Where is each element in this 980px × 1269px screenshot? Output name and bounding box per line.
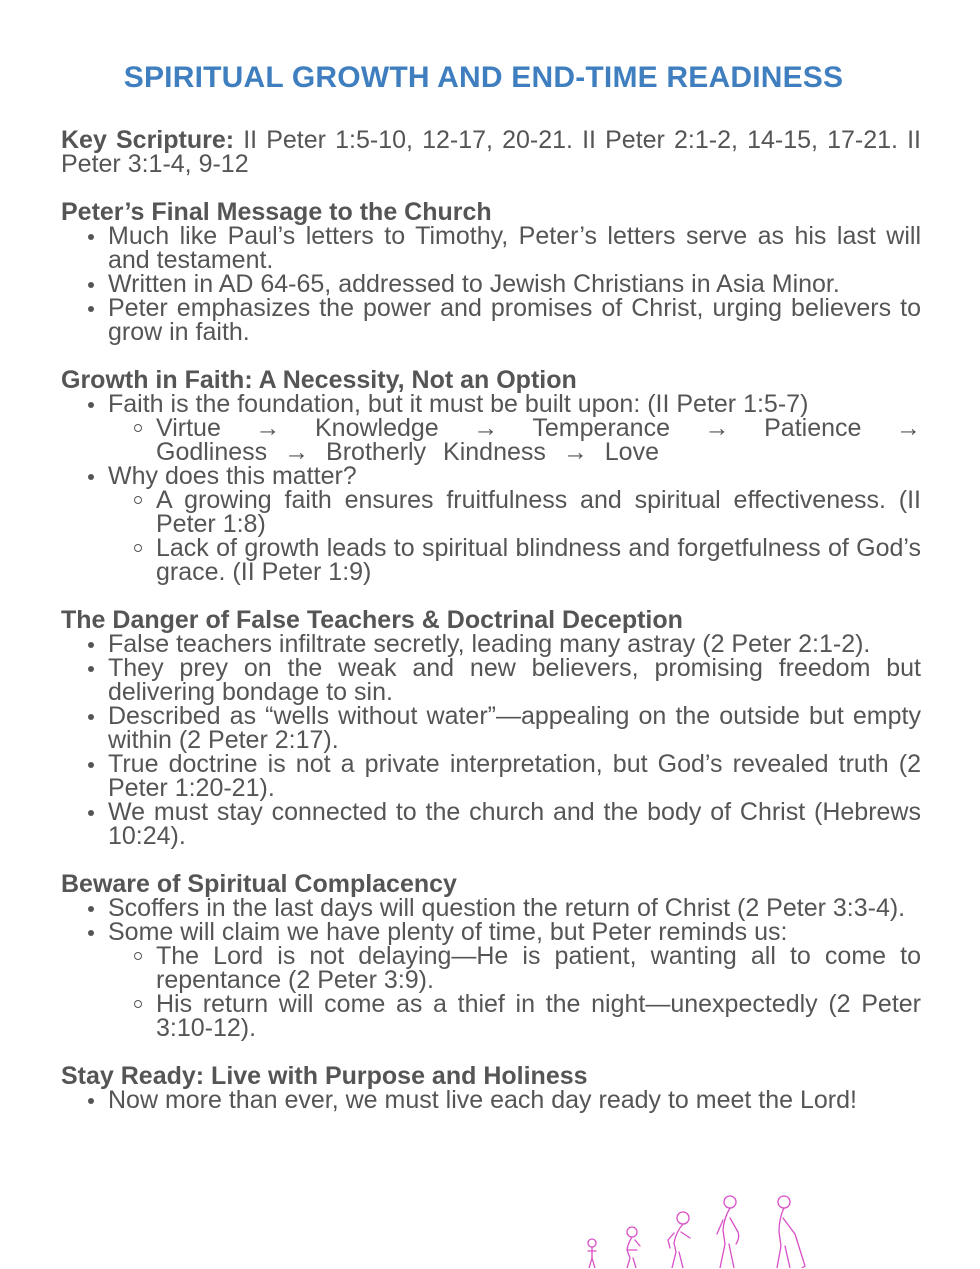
bullet-list: [61, 1088, 921, 1112]
list-item: [61, 920, 921, 1040]
list-item-text: Written in AD 64-65, addressed to Jewish Christians in Asia Minor.: [108, 270, 840, 298]
sub-list-item-text: Lack of growth leads to spiritual blindness and forgetfulness of God’s grace. (II Peter 1:9): [156, 534, 921, 586]
list-item: [61, 752, 921, 800]
list-item-text: Peter emphasizes the power and promises of Christ, urging believers to grow in faith.: [108, 294, 921, 346]
list-item: [61, 656, 921, 704]
sub-list-item: [61, 992, 921, 1040]
section-heading: Growth in Faith: A Necessity, Not an Option: [61, 366, 577, 394]
sub-list-item: [61, 536, 921, 584]
list-item-text: Some will claim we have plenty of time, but Peter reminds us:: [108, 918, 788, 946]
key-scripture: [61, 128, 921, 176]
ages-of-life-figures-icon: [580, 1188, 820, 1268]
bullet-list: [61, 224, 921, 344]
list-item-text: False teachers infiltrate secretly, leading many astray (2 Peter 2:1-2).: [108, 630, 871, 658]
sub-list-item: [61, 416, 921, 464]
list-item-text: Why does this matter?: [108, 462, 357, 490]
bullet-list: [61, 392, 921, 584]
list-item: [61, 704, 921, 752]
section-heading: The Danger of False Teachers & Doctrinal Deception: [61, 606, 683, 634]
section-heading: Peter’s Final Message to the Church: [61, 198, 492, 226]
list-item-text: Now more than ever, we must live each day ready to meet the Lord!: [108, 1086, 857, 1114]
list-item: [61, 464, 921, 584]
list-item: [61, 392, 921, 464]
section-false-teachers: [61, 608, 921, 848]
sub-list-item: [61, 944, 921, 992]
list-item-text: We must stay connected to the church and the body of Christ (Hebrews 10:24).: [108, 798, 921, 850]
key-scripture-label: Key Scripture:: [61, 126, 235, 154]
list-item-text: They prey on the weak and new believers, promising freedom but delivering bondage to sin.: [108, 654, 921, 706]
document-page: [61, 58, 921, 1112]
list-item: [61, 1088, 921, 1112]
list-item: [61, 896, 921, 920]
section-final-message: [61, 200, 921, 344]
section-stay-ready: [61, 1064, 921, 1112]
section-heading: Beware of Spiritual Complacency: [61, 870, 457, 898]
page-title: SPIRITUAL GROWTH AND END-TIME READINESS: [123, 61, 844, 94]
list-item: [61, 296, 921, 344]
sub-list-item-text: The Lord is not delaying—He is patient, wanting all to come to repentance (2 Peter 3:9).: [156, 942, 921, 994]
sub-list-item-text: Virtue → Knowledge → Temperance → Patience → Godliness → Brotherly Kindness → Love: [156, 414, 921, 466]
section-complacency: [61, 872, 921, 1040]
list-item-text: Much like Paul’s letters to Timothy, Peter’s letters serve as his last will and testament.: [108, 222, 921, 274]
bullet-list: [61, 896, 921, 1040]
sub-list-item-text: His return will come as a thief in the night—unexpectedly (2 Peter 3:10-12).: [156, 990, 921, 1042]
sub-list: [108, 944, 921, 1040]
bullet-list: [61, 632, 921, 848]
list-item-text: Faith is the foundation, but it must be built upon: (II Peter 1:5-7): [108, 390, 809, 418]
list-item: [61, 800, 921, 848]
sub-list-item: [61, 488, 921, 536]
list-item-text: Scoffers in the last days will question the return of Christ (2 Peter 3:3-4).: [108, 894, 906, 922]
sub-list-item-text: A growing faith ensures fruitfulness and spiritual effectiveness. (II Peter 1:8): [156, 486, 921, 538]
list-item: [61, 272, 921, 296]
list-item-text: Described as “wells without water”—appealing on the outside but empty within (2 Peter 2:17).: [108, 702, 921, 754]
list-item: [61, 632, 921, 656]
section-growth-in-faith: [61, 368, 921, 584]
section-heading: Stay Ready: Live with Purpose and Holiness: [61, 1062, 588, 1090]
sub-list: [108, 416, 921, 464]
list-item-text: True doctrine is not a private interpretation, but God’s revealed truth (2 Peter 1:20-21).: [108, 750, 921, 802]
key-scripture-text: II Peter 1:5-10, 12-17, 20-21. II Peter 2:1-2, 14-15, 17-21. II Peter 3:1-4, 9-12: [61, 126, 922, 178]
sub-list: [108, 488, 921, 584]
list-item: [61, 224, 921, 272]
